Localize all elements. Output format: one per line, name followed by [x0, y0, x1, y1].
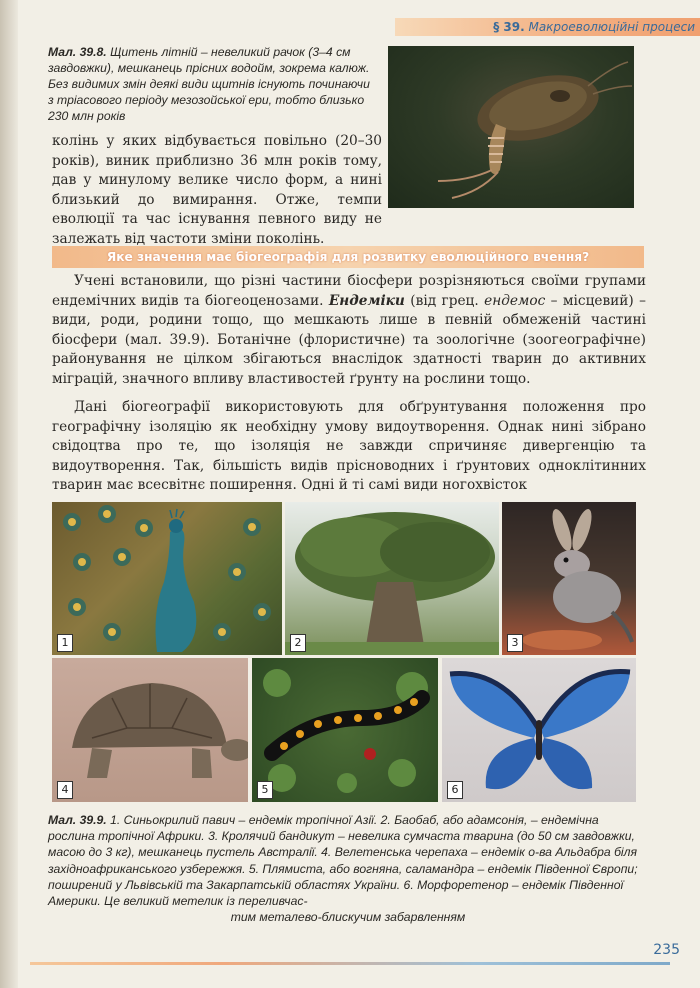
page-fold-shadow — [0, 0, 18, 988]
figure-39-9-caption-main — [48, 812, 648, 909]
p1-end: – місцевий) – види, роди, родини тощо, що мешкають лише в певній обмеженій частині біосфери (мал. 39.9). Ботанічне (флористичне) та зоологічне (зоогеографічне) районування не цілком збігаються внаслідок здатності тварин до активних міграцій, значного впливу властивостей ґрунту на рослини тощо. — [52, 292, 647, 387]
bilby-photo — [502, 502, 636, 655]
p1-mid: (від грец. — [404, 292, 485, 309]
baobab-illustration — [285, 502, 499, 655]
peacock-illustration — [52, 502, 282, 655]
footer-rule — [30, 962, 670, 965]
figure-39-9-caption-last-line: тим металево-блискучим забарвленням — [230, 910, 466, 925]
figure-39-9-caption — [48, 812, 648, 925]
paragraph-biogeography-text: Дані біогеографії використовують для обґрунтування положення про географічну ізоляцію як необхідну умову видоутворення. Однак нині зібрано свідоцтва про те, що ізоляція не завжди спричиняє дивергенцію та видоутворення. Так, більшість видів прісноводних і ґрунтових одноклітинних тварин має всесвітнє поширення. Одні й ті самі види ногохвісток — [52, 399, 646, 493]
bilby-illustration — [502, 502, 636, 655]
photo-number-1: 1 — [57, 634, 73, 652]
paragraph-endemics-text — [52, 272, 646, 389]
morpho-butterfly-illustration — [442, 658, 636, 802]
photo-number-2: 2 — [290, 634, 306, 652]
tortoise-illustration — [52, 658, 248, 802]
tadpole-shrimp-illustration — [388, 46, 634, 208]
term-endemics: Ендеміки — [328, 292, 405, 309]
figure-39-9-caption-text: 1. Синьокрилий павич – ендемік тропічної Азії. 2. Баобаб, або адамсонія, – ендемічна рослина тропічної Африки. 3. Кролячий бандикут – невелика сумчаста тварина (до 50 см завдовжки, масою до 3 кг), мешканець пустель Австралії. 4. Велетенська черепаха – ендемік о-ва Альдабра біля західноафриканського узбережжя. 5. Плямиста, або вогняна, саламандра – ендемік Південної Європи; поширений у Львівській та Закарпатській областях України. 6. Морфоретенор – ендемік Південної Америки. Це великий метелик із переливчас- — [48, 813, 638, 909]
photo-number-6: 6 — [447, 781, 463, 799]
peacock-photo — [52, 502, 282, 655]
figure-39-8-caption-text: Щитень літній – невеликий рачок (3–4 см завдовжки), мешканець прісних водойм, зокрема калюж. Без видимих змін деякі види щитнів існують починаючи з тріасового періоду мезозойської ери, тобто близько 230 млн років — [48, 45, 370, 123]
intro-paragraph: колінь у яких відбувається повільно (20–30 років), виник приблизно 36 млн років тому, дав у минулому велике число форм, а нині близький до вимирання. Отже, темпи еволюції та час існування певного виду не залежать від частоти зміни поколінь. — [52, 133, 382, 247]
baobab-photo — [285, 502, 499, 655]
section-number: § 39. — [493, 20, 525, 34]
tadpole-shrimp-photo — [388, 46, 634, 208]
page-number: 235 — [653, 942, 680, 958]
photo-number-5: 5 — [257, 781, 273, 799]
greek-word: ендемос — [484, 292, 546, 309]
figure-39-9-label: Мал. 39.9. — [48, 813, 107, 827]
salamander-illustration — [252, 658, 438, 802]
photo-number-3: 3 — [507, 634, 523, 652]
section-title: Макроеволюційні процеси — [528, 20, 695, 34]
running-header — [400, 18, 695, 36]
paragraph-biogeography — [52, 398, 646, 496]
figure-39-8-caption — [48, 44, 378, 124]
section-question: Яке значення має біогеографія для розвитку еволюційного вчення? — [106, 250, 590, 264]
photo-number-4: 4 — [57, 781, 73, 799]
p1-start: Учені встановили, що різні частини біосфери розрізняються своїми групами ендемічних видів та біогеоценозами. — [52, 273, 646, 309]
tortoise-photo — [52, 658, 248, 802]
paragraph-endemics — [52, 272, 646, 389]
salamander-photo — [252, 658, 438, 802]
figure-39-8-label: Мал. 39.8. — [48, 45, 107, 59]
morpho-butterfly-photo — [442, 658, 636, 802]
